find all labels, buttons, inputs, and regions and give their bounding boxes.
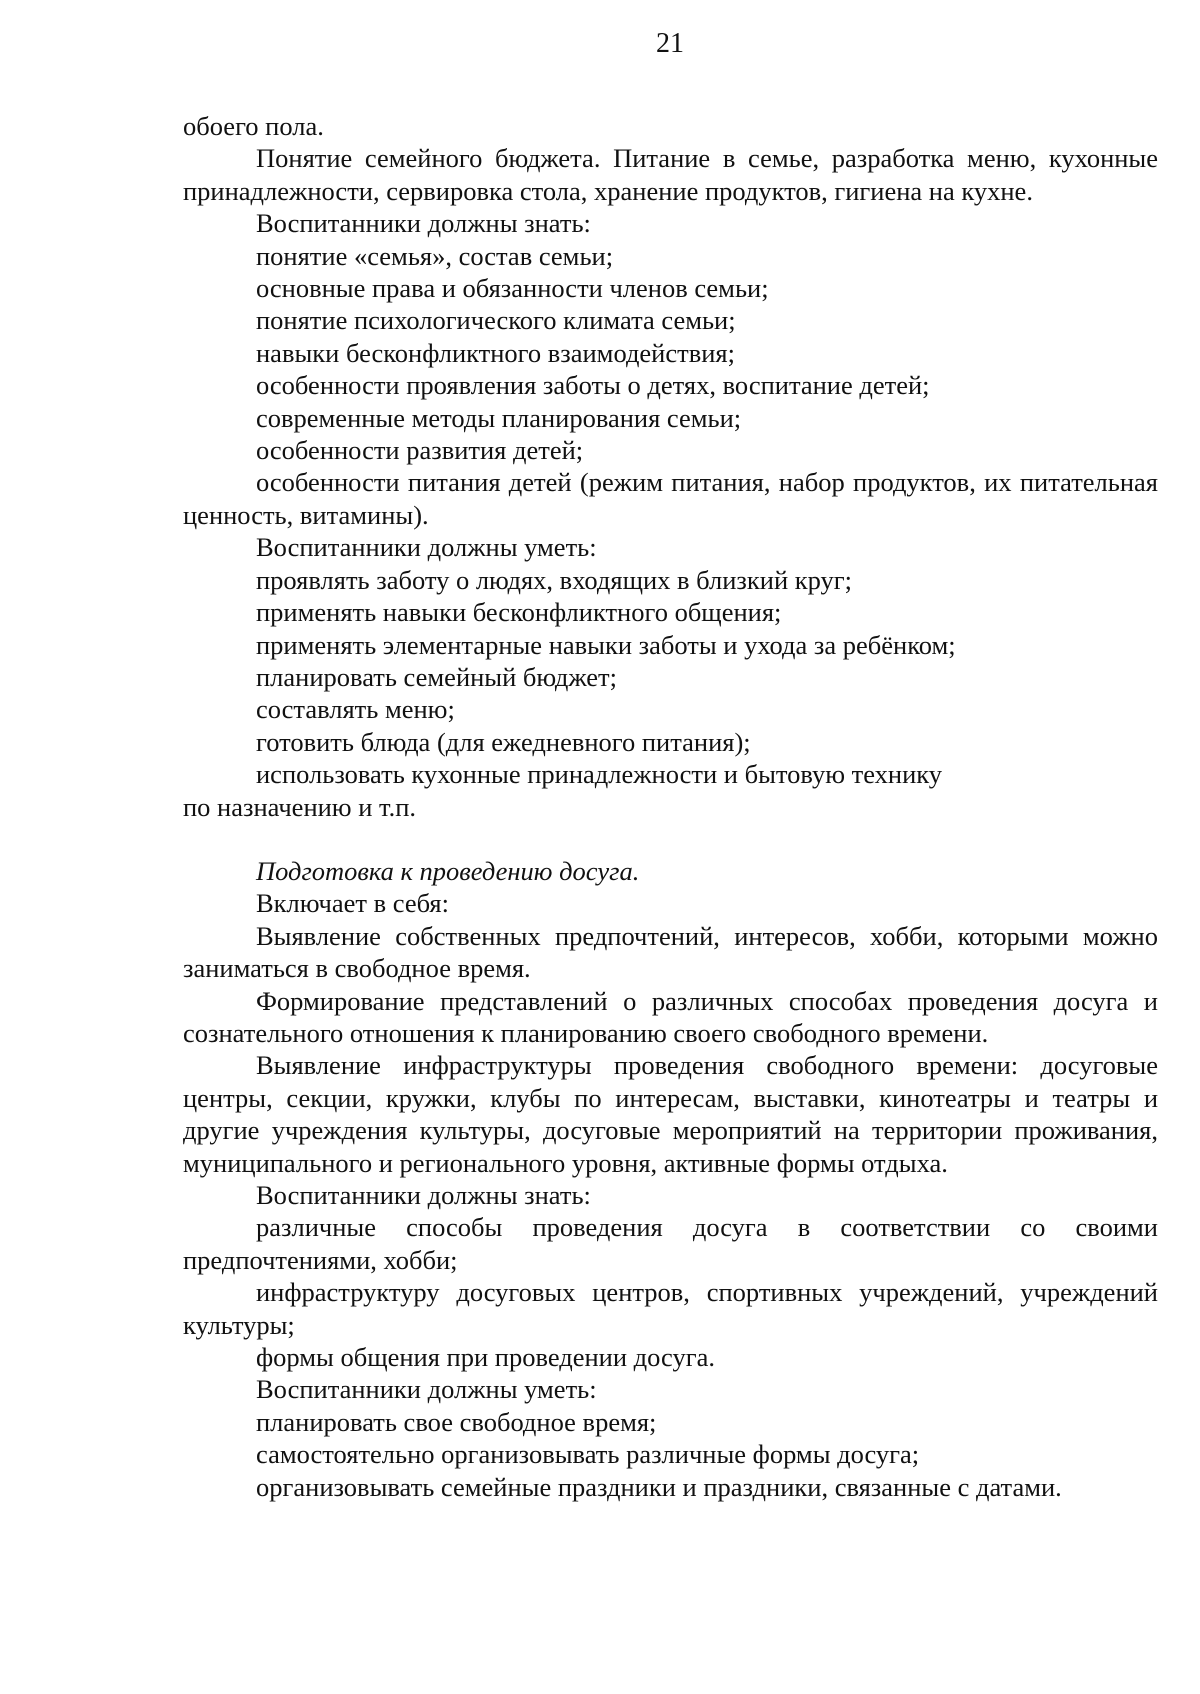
paragraph: Включает в себя: xyxy=(256,888,449,919)
list-item: особенности проявления заботы о детях, воспитание детей; xyxy=(256,370,930,401)
document-body xyxy=(183,110,1158,1503)
list-heading: Воспитанники должны уметь: xyxy=(256,532,597,563)
list-item: использовать кухонные принадлежности и бытовую технику xyxy=(256,759,943,790)
list-item: особенности развития детей; xyxy=(256,435,584,466)
paragraph: Выявление инфраструктуры проведения свободного времени: досуговые центры, секции, кружки, клубы по интересам, выставки, кинотеатры и театры и другие учреждения культуры, досуговые мероприятий на территории проживания, муниципального и регионального уровня, активные формы отдыха. xyxy=(183,1050,1158,1178)
list-item: современные методы планирования семьи; xyxy=(256,402,742,433)
list-heading: Воспитанники должны знать: xyxy=(256,208,591,239)
list-item: различные способы проведения досуга в соответствии со своими предпочтениями, хобби; xyxy=(183,1212,1158,1275)
paragraph: обоего пола. xyxy=(183,111,324,141)
list-heading: Воспитанники должны уметь: xyxy=(256,1374,597,1405)
paragraph: Формирование представлений о различных способах проведения досуга и сознательного отношения к планированию своего свободного времени. xyxy=(183,985,1158,1048)
paragraph: Выявление собственных предпочтений, интересов, хобби, которыми можно заниматься в свободное время. xyxy=(183,920,1158,984)
list-item: инфраструктуру досуговых центров, спортивных учреждений, учреждений культуры; xyxy=(183,1277,1158,1340)
list-item: основные права и обязанности членов семьи; xyxy=(256,273,769,304)
section-heading: Подготовка к проведению досуга. xyxy=(256,855,640,886)
list-item: самостоятельно организовывать различные формы досуга; xyxy=(256,1439,920,1470)
list-item: применять навыки бесконфликтного общения; xyxy=(256,597,782,628)
list-item: организовывать семейные праздники и праздники, связанные с датами. xyxy=(256,1471,1062,1502)
list-item: планировать свое свободное время; xyxy=(256,1406,657,1437)
page-number: 21 xyxy=(656,28,684,59)
list-item: применять элементарные навыки заботы и ухода за ребёнком; xyxy=(256,629,956,660)
list-item: формы общения при проведении досуга. xyxy=(256,1342,715,1373)
list-item: навыки бесконфликтного взаимодействия; xyxy=(256,337,735,368)
list-item: особенности питания детей (режим питания, набор продуктов, их питательная ценность, витамины). xyxy=(183,467,1158,530)
list-item: понятие «семья», состав семьи; xyxy=(256,240,614,271)
list-item: планировать семейный бюджет; xyxy=(256,661,617,692)
list-item: составлять меню; xyxy=(256,694,455,725)
list-item: готовить блюда (для ежедневного питания); xyxy=(256,726,751,757)
list-item: понятие психологического климата семьи; xyxy=(256,305,736,336)
paragraph: Понятие семейного бюджета. Питание в семье, разработка меню, кухонные принадлежности, сервировка стола, хранение продуктов, гигиена на кухне. xyxy=(183,143,1158,206)
list-item-continuation: по назначению и т.п. xyxy=(183,791,417,822)
list-heading: Воспитанники должны знать: xyxy=(256,1180,591,1210)
list-item: проявлять заботу о людях, входящих в близкий круг; xyxy=(256,564,853,595)
paragraph-gap xyxy=(183,823,1158,855)
